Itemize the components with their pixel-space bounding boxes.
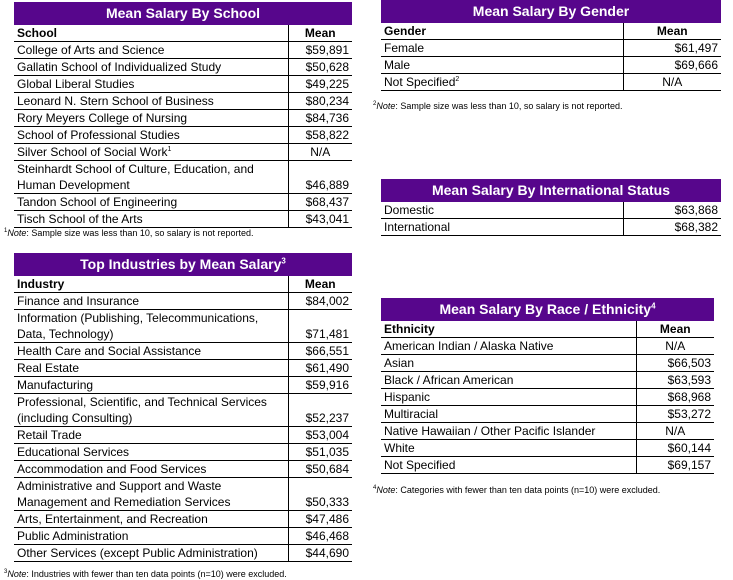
row-label: Female xyxy=(381,40,623,57)
row-value: $53,004 xyxy=(288,427,352,444)
industry-row xyxy=(14,394,352,427)
race-col-value: Mean xyxy=(636,321,714,338)
row-label: Information (Publishing, Telecommunications, Data, Technology) xyxy=(14,310,288,343)
row-value: $84,736 xyxy=(288,110,352,127)
school-col-label: School xyxy=(14,25,288,42)
race-row xyxy=(381,423,714,440)
row-label: Global Liberal Studies xyxy=(14,76,288,93)
row-label: Administrative and Support and Waste Management and Remediation Services xyxy=(14,478,288,511)
row-label: Steinhardt School of Culture, Education, and Human Development xyxy=(14,161,288,194)
industry-note: $^3$Note: Industries with fewer than ten data points (n=10) were excluded. xyxy=(4,569,287,579)
international-row xyxy=(381,219,721,236)
row-label: White xyxy=(381,440,636,457)
international-table-title: Mean Salary By International Status xyxy=(381,179,721,202)
row-value: $60,144 xyxy=(636,440,714,457)
row-value: $63,593 xyxy=(636,372,714,389)
row-value: $58,822 xyxy=(288,127,352,144)
race-grid xyxy=(381,321,714,474)
industry-col-label: Industry xyxy=(14,276,288,293)
row-label: Retail Trade xyxy=(14,427,288,444)
industry-row xyxy=(14,511,352,528)
row-label: Tandon School of Engineering xyxy=(14,194,288,211)
industry-row xyxy=(14,545,352,562)
row-label: Not Specified xyxy=(381,457,636,474)
international-grid xyxy=(381,202,721,236)
row-value: N/A xyxy=(636,338,714,355)
race-row xyxy=(381,355,714,372)
gender-row xyxy=(381,57,721,74)
row-label: Domestic xyxy=(381,202,623,219)
row-label: American Indian / Alaska Native xyxy=(381,338,636,355)
race-salary-table xyxy=(381,298,714,474)
row-label: Silver School of Social Work$^1$ xyxy=(14,144,288,161)
race-row xyxy=(381,338,714,355)
race-row xyxy=(381,389,714,406)
row-value: $49,225 xyxy=(288,76,352,93)
gender-table-title: Mean Salary By Gender xyxy=(381,0,721,23)
row-value: N/A xyxy=(623,74,721,91)
row-label: Other Services (except Public Administration) xyxy=(14,545,288,562)
row-value: $68,968 xyxy=(636,389,714,406)
row-label: Accommodation and Food Services xyxy=(14,461,288,478)
row-value: $51,035 xyxy=(288,444,352,461)
row-value: $69,157 xyxy=(636,457,714,474)
industry-row xyxy=(14,293,352,310)
gender-row xyxy=(381,74,721,91)
school-row xyxy=(14,110,352,127)
industry-row xyxy=(14,461,352,478)
race-row xyxy=(381,372,714,389)
gender-note: $^2$Note: Sample size was less than 10, so salary is not reported. xyxy=(373,101,623,111)
race-header-row xyxy=(381,321,714,338)
row-label: Gallatin School of Individualized Study xyxy=(14,59,288,76)
school-row xyxy=(14,127,352,144)
row-value: $46,468 xyxy=(288,528,352,545)
international-salary-table xyxy=(381,179,721,236)
row-value: $59,916 xyxy=(288,377,352,394)
row-value: $71,481 xyxy=(288,310,352,343)
row-label: International xyxy=(381,219,623,236)
school-row xyxy=(14,42,352,59)
race-col-label: Ethnicity xyxy=(381,321,636,338)
row-value: $66,551 xyxy=(288,343,352,360)
row-label: Male xyxy=(381,57,623,74)
row-value: $61,497 xyxy=(623,40,721,57)
row-value: $68,382 xyxy=(623,219,721,236)
row-value: $63,868 xyxy=(623,202,721,219)
industry-row xyxy=(14,360,352,377)
school-salary-table xyxy=(14,2,352,228)
race-row xyxy=(381,440,714,457)
row-value: N/A xyxy=(288,144,352,161)
row-value: $47,486 xyxy=(288,511,352,528)
school-row xyxy=(14,93,352,110)
row-label: Educational Services xyxy=(14,444,288,461)
row-value: $50,333 xyxy=(288,478,352,511)
row-value: $84,002 xyxy=(288,293,352,310)
school-row xyxy=(14,76,352,93)
school-row xyxy=(14,194,352,211)
row-label: Public Administration xyxy=(14,528,288,545)
race-row xyxy=(381,406,714,423)
school-note: $^1$Note: Sample size was less than 10, so salary is not reported. xyxy=(4,228,254,238)
row-label: Hispanic xyxy=(381,389,636,406)
gender-salary-table xyxy=(381,0,721,91)
industry-col-value: Mean xyxy=(288,276,352,293)
row-label: Real Estate xyxy=(14,360,288,377)
race-note: $^4$Note: Categories with fewer than ten data points (n=10) were excluded. xyxy=(373,485,661,495)
school-col-value: Mean xyxy=(288,25,352,42)
industry-grid xyxy=(14,276,352,562)
industry-row xyxy=(14,444,352,461)
row-label: Asian xyxy=(381,355,636,372)
school-header-row xyxy=(14,25,352,42)
row-label: College of Arts and Science xyxy=(14,42,288,59)
industry-table-title: Top Industries by Mean Salary$^3$ xyxy=(14,253,352,276)
row-value: $50,628 xyxy=(288,59,352,76)
industry-row xyxy=(14,377,352,394)
industry-row xyxy=(14,427,352,444)
row-label: Tisch School of the Arts xyxy=(14,211,288,228)
row-label: Not Specified$^2$ xyxy=(381,74,623,91)
industry-header-row xyxy=(14,276,352,293)
industry-row xyxy=(14,528,352,545)
school-row xyxy=(14,161,352,194)
row-label: Manufacturing xyxy=(14,377,288,394)
school-grid xyxy=(14,25,352,228)
race-table-title: Mean Salary By Race / Ethnicity$^4$ xyxy=(381,298,714,321)
school-row xyxy=(14,211,352,228)
industry-row xyxy=(14,478,352,511)
row-label: Arts, Entertainment, and Recreation xyxy=(14,511,288,528)
row-label: Leonard N. Stern School of Business xyxy=(14,93,288,110)
industry-row xyxy=(14,310,352,343)
school-row xyxy=(14,59,352,76)
row-value: $53,272 xyxy=(636,406,714,423)
row-value: $80,234 xyxy=(288,93,352,110)
row-label: Native Hawaiian / Other Pacific Islander xyxy=(381,423,636,440)
gender-col-label: Gender xyxy=(381,23,623,40)
gender-header-row xyxy=(381,23,721,40)
row-value: $43,041 xyxy=(288,211,352,228)
gender-grid xyxy=(381,23,721,91)
row-label: Multiracial xyxy=(381,406,636,423)
row-value: $66,503 xyxy=(636,355,714,372)
row-value: $44,690 xyxy=(288,545,352,562)
industry-salary-table xyxy=(14,253,352,562)
school-table-title: Mean Salary By School xyxy=(14,2,352,25)
row-label: School of Professional Studies xyxy=(14,127,288,144)
race-row xyxy=(381,457,714,474)
row-value: $69,666 xyxy=(623,57,721,74)
row-label: Finance and Insurance xyxy=(14,293,288,310)
international-row xyxy=(381,202,721,219)
row-value: $46,889 xyxy=(288,161,352,194)
row-label: Black / African American xyxy=(381,372,636,389)
row-value: $52,237 xyxy=(288,394,352,427)
row-value: N/A xyxy=(636,423,714,440)
gender-col-value: Mean xyxy=(623,23,721,40)
row-value: $68,437 xyxy=(288,194,352,211)
industry-row xyxy=(14,343,352,360)
school-row xyxy=(14,144,352,161)
row-value: $61,490 xyxy=(288,360,352,377)
row-label: Rory Meyers College of Nursing xyxy=(14,110,288,127)
row-value: $50,684 xyxy=(288,461,352,478)
row-label: Health Care and Social Assistance xyxy=(14,343,288,360)
row-value: $59,891 xyxy=(288,42,352,59)
gender-row xyxy=(381,40,721,57)
row-label: Professional, Scientific, and Technical Services (including Consulting) xyxy=(14,394,288,427)
